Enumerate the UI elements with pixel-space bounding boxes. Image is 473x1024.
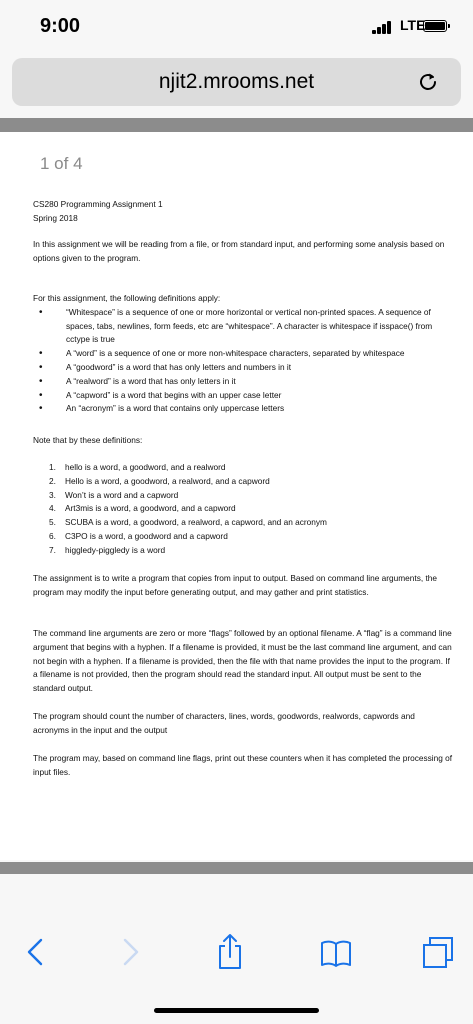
definitions-lead: For this assignment, the following definitions apply:	[33, 293, 221, 303]
document-heading	[33, 198, 163, 226]
battery-icon	[423, 20, 447, 32]
reload-icon[interactable]	[416, 70, 440, 94]
url-text[interactable]: njit2.mrooms.net	[158, 70, 315, 93]
example-number: 1.	[49, 462, 56, 472]
share-icon[interactable]	[212, 932, 248, 972]
note-line: Note that by these definitions:	[33, 435, 143, 445]
example-item	[33, 530, 453, 544]
network-type: LTE	[400, 17, 426, 33]
paragraph-printing: The program may, based on command line flags, print out these counters when it has completed the processing of input files.	[33, 753, 453, 777]
term-line: Spring 2018	[33, 212, 78, 223]
signal-strength-icon	[372, 20, 396, 34]
example-item	[33, 544, 453, 558]
example-text: hello is a word, a goodword, and a realword	[65, 462, 226, 472]
example-text: C3PO is a word, a goodword and a capword	[65, 530, 228, 541]
example-item	[33, 502, 453, 516]
intro-paragraph: In this assignment we will be reading from a file, or from standard input, and performing some analysis based on options given to the program.	[33, 239, 445, 263]
status-bar	[0, 0, 473, 44]
address-bar[interactable]	[12, 58, 461, 106]
definition-item: • A “word” is a sequence of one or more non-whitespace characters, separated by whitespace	[33, 347, 453, 361]
example-number: 3.	[49, 489, 56, 500]
paragraph-command-line: The command line arguments are zero or more “flags” followed by an optional filename. A “flag” is a command line argument that begins with a hyphen. If a filename is provided, it must be the last command line argument, and can not begin with a hyphen. If a filename is provided, then the file with that name provides the input to the program. If a filename is not provided, then the program should read the standard input. All output must be sent to the standard output.	[33, 628, 452, 694]
viewer-top-divider	[0, 118, 473, 132]
example-text: Art3mis is a word, a goodword, and a capword	[65, 503, 236, 514]
course-line: CS280 Programming Assignment 1	[33, 199, 163, 209]
viewer-bottom-divider	[0, 862, 473, 874]
example-item	[33, 489, 453, 503]
definition-item: • An “acronym” is a word that contains only uppercase letters	[33, 402, 453, 416]
example-text: SCUBA is a word, a goodword, a realword, a capword, and an acronym	[65, 517, 327, 528]
example-item	[33, 516, 453, 530]
example-item	[33, 475, 453, 489]
definition-item: • “Whitespace” is a sequence of one or more horizontal or vertical non-printed spaces. A sequence of spaces, tabs, newlines, form feeds, etc are “whitespace”. A character is whitespace if isspace() from cctype is true	[33, 306, 453, 347]
definitions-list	[33, 292, 453, 416]
tabs-icon[interactable]	[420, 932, 456, 972]
example-text: Hello is a word, a goodword, a realword, and a capword	[65, 475, 270, 486]
example-number: 7.	[49, 544, 56, 555]
browser-toolbar	[0, 874, 473, 1024]
definition-item: • A “capword” is a word that begins with an upper case letter	[33, 389, 453, 403]
example-number: 4.	[49, 503, 56, 514]
example-number: 5.	[49, 517, 56, 528]
pdf-page[interactable]	[0, 132, 473, 860]
example-number: 2.	[49, 475, 56, 486]
example-item	[33, 461, 453, 475]
back-icon[interactable]	[18, 932, 54, 972]
example-text: Won’t is a word and a capword	[65, 489, 179, 500]
page-indicator: 1 of 4	[40, 154, 83, 173]
forward-icon[interactable]	[112, 932, 148, 972]
battery-tip	[448, 24, 450, 28]
status-time: 9:00	[40, 15, 81, 37]
bookmarks-icon[interactable]	[318, 932, 354, 972]
example-number: 6.	[49, 530, 56, 541]
definition-item: • A “realword” is a word that has only letters in it	[33, 375, 453, 389]
paragraph-program-purpose: The assignment is to write a program that copies from input to output. Based on command line arguments, the program may modify the input before generating output, and may gather and print statistics.	[33, 573, 437, 597]
paragraph-counters: The program should count the number of characters, lines, words, goodwords, realwords, capwords and acronyms in the input and the output	[33, 711, 415, 735]
home-indicator[interactable]	[154, 1008, 319, 1013]
example-text: higgledy-piggledy is a word	[65, 544, 166, 555]
definition-item: • A “goodword” is a word that has only letters and numbers in it	[33, 361, 453, 375]
examples-list	[33, 461, 453, 558]
